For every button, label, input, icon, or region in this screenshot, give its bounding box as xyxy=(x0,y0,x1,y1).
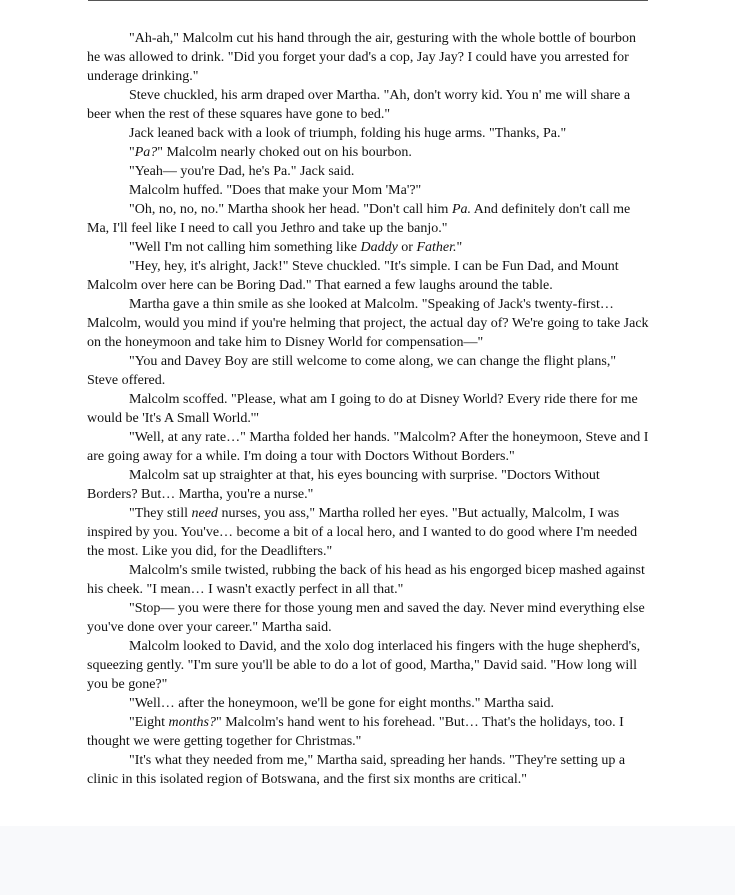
text-run: "Ah-ah," Malcolm cut his hand through the air, gesturing with the whole bottle of bourbon he was allowed to drink. "Did you forget your dad's a cop, Jay Jay? I could have you arrested for underage drinking." xyxy=(87,31,636,84)
text-run: "Well I'm not calling him something like xyxy=(129,240,361,255)
text-run: Malcolm's smile twisted, rubbing the back of his head as his engorged bicep mashed against his cheek. "I mean… I wasn't exactly perfect in all that." xyxy=(87,563,645,597)
text-run: "You and Davey Boy are still welcome to come along, we can change the flight plans," Steve offered. xyxy=(87,354,617,388)
paragraph xyxy=(87,428,649,466)
paragraph xyxy=(87,162,649,181)
paragraph xyxy=(87,637,649,694)
text-run: " xyxy=(129,145,135,160)
paragraph xyxy=(87,504,649,561)
text-run: Steve chuckled, his arm draped over Martha. "Ah, don't worry kid. You n' me will share a beer when the rest of these squares have gone to bed." xyxy=(87,88,631,122)
italic-text: need xyxy=(191,506,218,521)
text-run: " Malcolm's hand went to his forehead. "But… That's the holidays, too. I thought we were getting together for Christmas." xyxy=(87,715,624,749)
text-run: "Well… after the honeymoon, we'll be gone for eight months." Martha said. xyxy=(129,696,554,711)
paragraph xyxy=(87,257,649,295)
paragraph xyxy=(87,599,649,637)
paragraph xyxy=(87,694,649,713)
paragraph xyxy=(87,751,649,789)
document-body xyxy=(87,29,649,789)
text-run: "They still xyxy=(129,506,192,521)
paragraph xyxy=(87,295,649,352)
page-top-divider xyxy=(88,0,648,1)
paragraph xyxy=(87,29,649,86)
text-run: "Stop— you were there for those young men and saved the day. Never mind everything else you've done over your career." Martha said. xyxy=(87,601,645,635)
text-run: Malcolm sat up straighter at that, his eyes bouncing with surprise. "Doctors Without Borders? But… Martha, you're a nurse." xyxy=(87,468,600,502)
paragraph xyxy=(87,86,649,124)
italic-text: months? xyxy=(168,715,216,730)
text-run: "Well, at any rate…" Martha folded her hands. "Malcolm? After the honeymoon, Steve and I are going away for a while. I'm doing a tour with Doctors Without Borders." xyxy=(87,430,649,464)
paragraph xyxy=(87,181,649,200)
paragraph xyxy=(87,713,649,751)
text-run: "Yeah— you're Dad, he's Pa." Jack said. xyxy=(129,164,355,179)
text-run: "It's what they needed from me," Martha said, spreading her hands. "They're setting up a clinic in this isolated region of Botswana, and the first six months are critical." xyxy=(87,753,626,787)
text-run: or xyxy=(397,240,417,255)
paragraph xyxy=(87,124,649,143)
text-run: Malcolm looked to David, and the xolo dog interlaced his fingers with the huge shepherd's, squeezing gently. "I'm sure you'll be able to do a lot of good, Martha," David said. "How long will you be gone?" xyxy=(87,639,641,692)
paragraph xyxy=(87,466,649,504)
text-run: "Oh, no, no, no." Martha shook her head. "Don't call him xyxy=(129,202,452,217)
paragraph xyxy=(87,352,649,390)
text-run: "Hey, hey, it's alright, Jack!" Steve chuckled. "It's simple. I can be Fun Dad, and Mount Malcolm over here can be Boring Dad." That earned a few laughs around the table. xyxy=(87,259,619,293)
text-run: And definitely don't call me Ma, I'll feel like I need to call you Jethro and take up the banjo." xyxy=(87,202,631,236)
paragraph xyxy=(87,143,649,162)
italic-text: Pa? xyxy=(134,145,158,160)
paragraph xyxy=(87,561,649,599)
paragraph xyxy=(87,390,649,428)
italic-text: Father. xyxy=(416,240,457,255)
text-run: "Eight xyxy=(129,715,169,730)
text-run: " xyxy=(456,240,463,255)
text-run: Malcolm scoffed. "Please, what am I going to do at Disney World? Every ride there for me would be 'It's A Small World.'" xyxy=(87,392,638,426)
paragraph xyxy=(87,238,649,257)
paragraph xyxy=(87,200,649,238)
text-run: nurses, you ass," Martha rolled her eyes. "But actually, Malcolm, I was inspired by you. You've… become a bit of a local hero, and I wanted to do good where I'm needed the most. Like you did, for the Deadlifters." xyxy=(87,506,638,559)
text-run: Martha gave a thin smile as she looked at Malcolm. "Speaking of Jack's twenty-first… Malcolm, would you mind if you're helming that project, the actual day of? We're going to take Jack on the honeymoon and take him to Disney World for compensation—" xyxy=(87,297,649,350)
italic-text: Daddy xyxy=(360,240,398,255)
text-run: " Malcolm nearly choked out on his bourbon. xyxy=(157,145,412,160)
text-run: Jack leaned back with a look of triumph, folding his huge arms. "Thanks, Pa." xyxy=(129,126,567,141)
italic-text: Pa. xyxy=(451,202,472,217)
text-run: Malcolm huffed. "Does that make your Mom 'Ma'?" xyxy=(129,183,422,198)
